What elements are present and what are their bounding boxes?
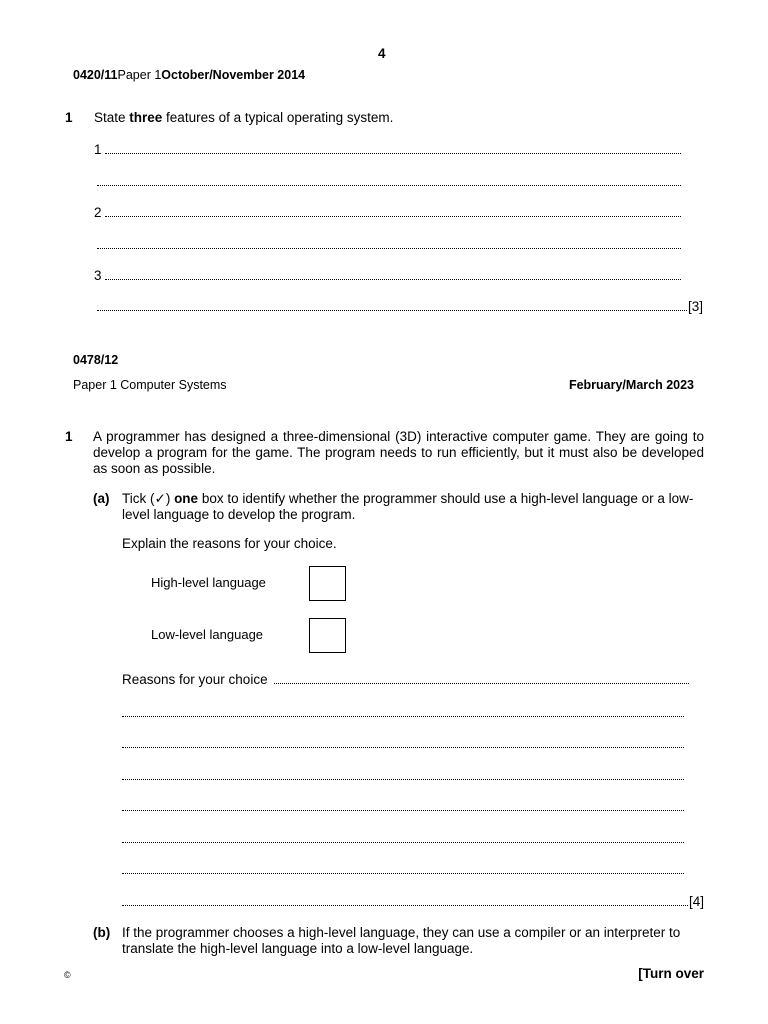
question-text: State three features of a typical operating system. [94,110,394,125]
high-level-tick-box[interactable] [309,566,346,601]
paper-name-2023: Paper 1 Computer Systems [73,378,227,392]
reasons-line-5[interactable] [122,798,684,811]
answer-line-1b[interactable] [97,173,681,186]
paper-name: Paper 1 [117,68,162,82]
option-high-level-label: High-level language [151,575,266,590]
tick-icon: ✓ [154,491,166,506]
marks-4: [4] [688,894,704,909]
reasons-line-8[interactable] [122,894,704,909]
part-a-instruction: Explain the reasons for your choice. [122,536,337,551]
reasons-label: Reasons for your choice [122,672,268,687]
answer-line-2[interactable]: 2 [94,205,681,220]
question-number: 1 [65,110,73,125]
option-low-level-label: Low-level language [151,627,264,642]
paper-session-2023: February/March 2023 [568,378,694,392]
reasons-line-1[interactable] [122,672,689,687]
reasons-line-2[interactable] [122,704,684,717]
question-number-2023: 1 [65,429,73,444]
part-a-text: Tick (✓) one box to identify whether the programmer should use a high-level language or a low-level language to develop the program. [122,491,694,522]
paper-header-2014 [73,68,305,82]
paper-session: October/November 2014 [161,68,306,82]
answer-line-3b[interactable] [97,299,703,314]
copyright-symbol: © [64,970,71,980]
turn-over-label: [Turn over [638,966,704,981]
low-level-tick-box[interactable] [309,618,346,653]
page-number: 4 [378,46,386,61]
paper-code-2023: 0478/12 [73,353,119,367]
reasons-line-7[interactable] [122,861,684,874]
answer-line-3[interactable]: 3 [94,268,681,283]
question-stem: A programmer has designed a three-dimensional (3D) interactive computer game. They are going to develop a program for the game. The program needs to run efficiently, but it must also be developed as soon as possible. [93,429,704,476]
marks-3: [3] [687,299,703,314]
reasons-line-3[interactable] [122,735,684,748]
answer-line-1[interactable]: 1 [94,142,681,157]
reasons-line-6[interactable] [122,830,684,843]
part-b-label: (b) [93,925,111,940]
reasons-line-4[interactable] [122,767,684,780]
paper-code: 0420/11 [73,68,118,82]
part-b-text: If the programmer chooses a high-level language, they can use a compiler or an interpreter to translate the high-level language into a low-level language. [122,925,681,956]
answer-line-2b[interactable] [97,236,681,249]
part-a-label: (a) [93,491,110,506]
